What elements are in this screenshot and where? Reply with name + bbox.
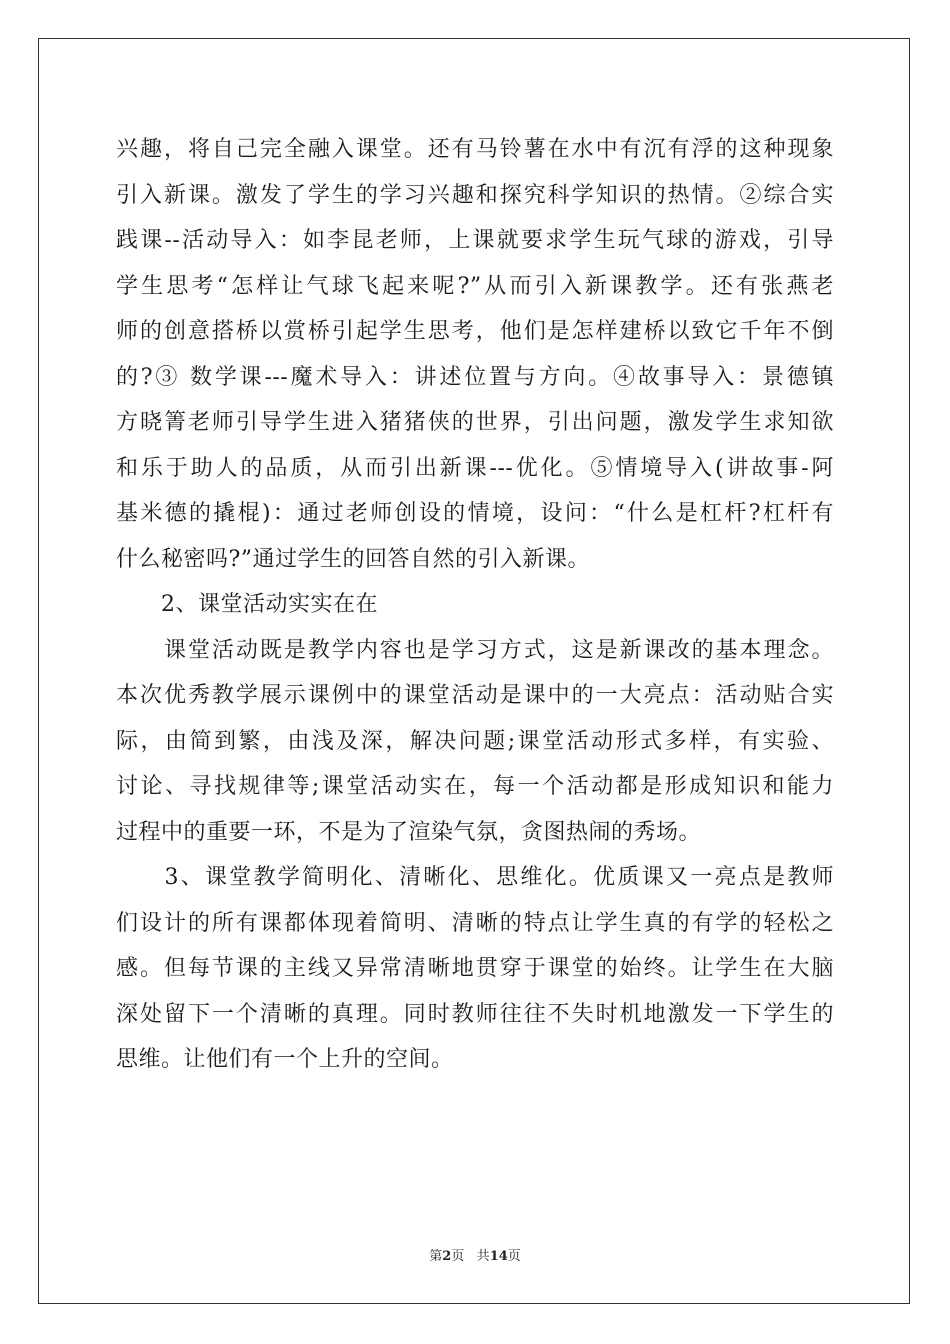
page-number: 2 — [442, 1249, 452, 1264]
paragraph-1 — [116, 127, 834, 582]
text-line: 基米德的撬棍)：通过老师创设的情境，设问：“什么是杠杆?杠杆有 — [116, 501, 834, 526]
paragraph-3 — [116, 628, 834, 856]
page-footer — [0, 1245, 950, 1264]
page-suffix: 页 — [451, 1249, 465, 1264]
document-body — [116, 127, 834, 1083]
text-line: 过程中的重要一环，不是为了渲染气氛，贪图热闹的秀场。 — [116, 819, 702, 845]
page-prefix: 第 — [429, 1249, 443, 1264]
text-line: 2、课堂活动实实在在 — [116, 592, 378, 617]
text-line: 的?③ 数学课---魔术导入：讲述位置与方向。④故事导入：景德镇 — [116, 364, 834, 390]
text-line: 学生思考“怎样让气球飞起来呢?”从而引入新课教学。还有张燕老 — [116, 273, 834, 299]
text-line: 际，由简到繁，由浅及深，解决问题;课堂活动形式多样，有实验、 — [116, 728, 834, 754]
text-line: 引入新课。激发了学生的学习兴趣和探究科学知识的热情。②综合实 — [116, 182, 834, 208]
text-line: 师的创意搭桥以赏桥引起学生思考，他们是怎样建桥以致它千年不倒 — [116, 319, 834, 344]
text-line: 兴趣，将自己完全融入课堂。还有马铃薯在水中有沉有浮的这种现象 — [116, 137, 834, 162]
text-line: 什么秘密吗?”通过学生的回答自然的引入新课。 — [116, 546, 591, 572]
text-line: 思维。让他们有一个上升的空间。 — [116, 1047, 454, 1072]
text-line: 们设计的所有课都体现着简明、清晰的特点让学生真的有学的轻松之 — [116, 910, 834, 936]
section-heading-2 — [116, 582, 834, 628]
paragraph-4 — [116, 855, 834, 1083]
text-line: 和乐于助人的品质，从而引出新课---优化。⑤情境导入(讲故事-阿 — [116, 455, 834, 481]
text-line: 践课--活动导入：如李昆老师，上课就要求学生玩气球的游戏，引导 — [116, 228, 834, 253]
text-line: 深处留下一个清晰的真理。同时教师往往不失时机地激发一下学生的 — [116, 1001, 834, 1027]
total-pages: 14 — [489, 1249, 508, 1264]
text-line: 3、课堂教学简明化、清晰化、思维化。优质课又一亮点是教师 — [116, 865, 834, 890]
total-prefix: 共 — [476, 1249, 490, 1264]
text-line: 方晓箐老师引导学生进入猪猪侠的世界，引出问题，激发学生求知欲 — [116, 410, 834, 435]
text-line: 感。但每节课的主线又异常清晰地贯穿于课堂的始终。让学生在大脑 — [116, 956, 834, 981]
text-line: 讨论、寻找规律等;课堂活动实在，每一个活动都是形成知识和能力 — [116, 774, 834, 799]
text-line: 本次优秀教学展示课例中的课堂活动是课中的一大亮点：活动贴合实 — [116, 683, 834, 708]
text-line: 课堂活动既是教学内容也是学习方式，这是新课改的基本理念。 — [116, 637, 834, 663]
total-suffix: 页 — [507, 1249, 521, 1264]
